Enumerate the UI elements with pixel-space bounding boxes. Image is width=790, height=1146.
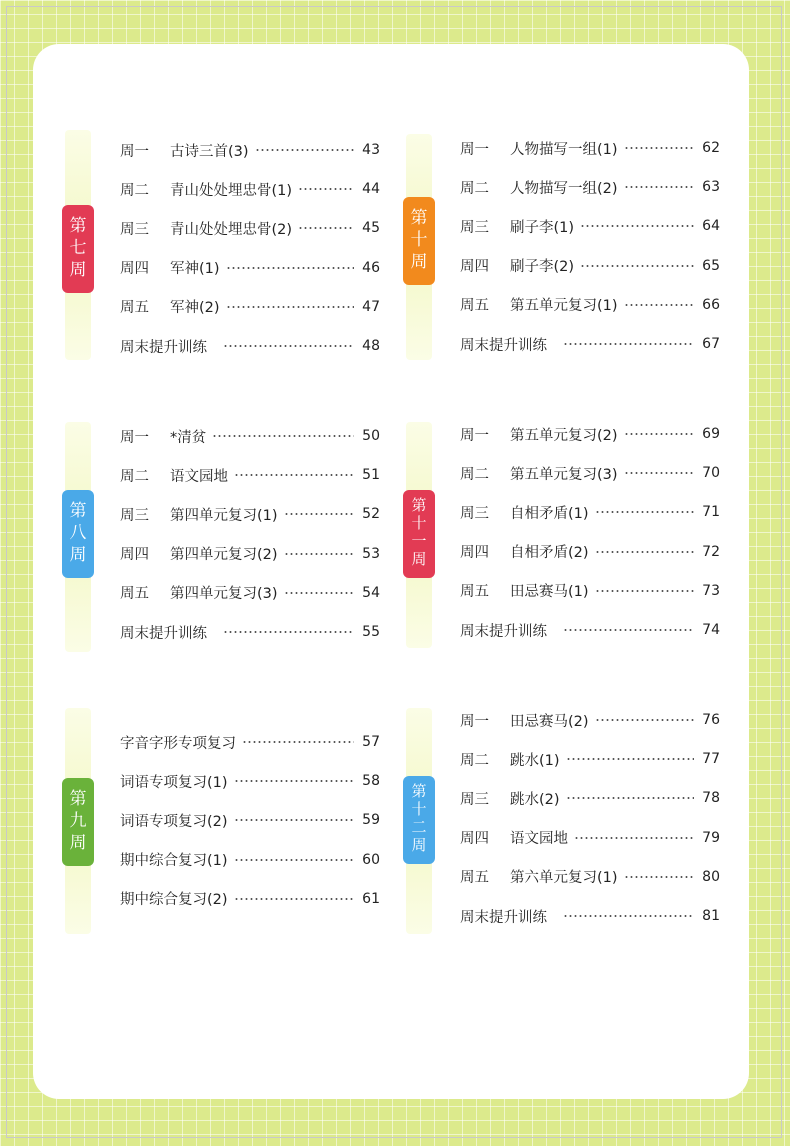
toc-leader-dots [563,915,694,917]
toc-entry-page: 54 [362,584,380,601]
toc-entry-day: 周一 [460,713,489,730]
toc-entry[interactable] [460,786,720,810]
toc-entry[interactable] [120,216,380,240]
week-badge-char: 十 [411,514,427,532]
week-strip [65,130,91,360]
toc-entry-title: 跳水(1) [510,752,560,769]
toc-entry-title: 军神(2) [170,300,220,317]
toc-entry-page: 50 [362,428,380,444]
toc-entry-title: 期中综合复习(1) [120,853,228,870]
toc-entry-page: 60 [362,851,380,868]
toc-entry-title: 第六单元复习(1) [510,870,618,887]
toc-entry-page: 46 [362,259,380,276]
toc-entry-day: 周一 [460,427,489,444]
toc-entry[interactable] [460,618,720,642]
toc-leader-dots [234,898,354,900]
toc-entry-title: 第五单元复习(2) [510,427,618,444]
toc-entry-page: 72 [702,543,720,560]
toc-entry[interactable] [120,620,380,644]
toc-entry[interactable] [120,177,380,201]
toc-entry[interactable] [120,463,380,487]
toc-entry-day: 周五 [460,870,489,887]
toc-entry[interactable] [120,138,380,162]
toc-entry[interactable] [120,295,380,319]
toc-leader-dots [284,553,354,555]
toc-entry-day: 周五 [460,584,489,601]
week-badge-char: 第 [410,208,428,228]
contents-card [33,44,749,1099]
toc-entry-day: 周二 [460,752,489,769]
toc-entry-page: 62 [702,140,720,156]
toc-entry-title: 跳水(2) [510,791,560,808]
toc-entry-page: 65 [702,257,720,274]
toc-entry-page: 55 [362,624,380,640]
week-badge [403,197,435,285]
week-badge-char: 八 [69,523,87,543]
toc-entry[interactable] [120,542,380,566]
toc-entry-page: 45 [362,220,380,237]
toc-entry-title: 人物描写一组(2) [510,180,618,197]
toc-entry-page: 52 [362,506,380,523]
toc-entry-title: 古诗三首(3) [170,143,249,160]
toc-entry-day: 周四 [120,261,149,278]
toc-entry-page: 70 [702,465,720,482]
toc-entry-page: 80 [702,868,720,885]
toc-leader-dots [234,780,354,782]
toc-entry-title: 刷子李(2) [510,259,575,276]
week-badge-char: 周 [69,545,87,565]
toc-entry-day: 周二 [460,466,489,483]
toc-entry[interactable] [120,424,380,448]
toc-entry[interactable] [120,808,380,832]
toc-entry-page: 67 [702,336,720,352]
toc-entry-day: 周四 [460,259,489,276]
toc-entry-title: 自相矛盾(2) [510,545,589,562]
toc-entry[interactable] [120,848,380,872]
toc-entry[interactable] [460,826,720,850]
toc-entry[interactable] [460,579,720,603]
week-badge-char: 第 [411,782,427,800]
week-badge-char: 第 [69,216,87,236]
toc-entry-day: 周一 [460,141,489,158]
toc-entry-page: 47 [362,298,380,315]
toc-entry[interactable] [460,332,720,356]
week-badge-char: 周 [69,260,87,280]
toc-entry-title: 期中综合复习(2) [120,892,228,909]
toc-entry-title: 第五单元复习(3) [510,466,618,483]
toc-entry-day: 周二 [120,182,149,199]
toc-entry-day: 周三 [460,505,489,522]
toc-leader-dots [624,304,694,306]
toc-entry-page: 77 [702,751,720,768]
toc-entry-page: 61 [362,890,380,907]
toc-entry-title: 刷子李(1) [510,219,575,236]
toc-leader-dots [284,513,354,515]
week-badge-char: 第 [69,501,87,521]
week-badge-char: 九 [69,811,87,831]
toc-entry-page: 76 [702,712,720,728]
week-badge-char: 第 [411,496,427,514]
toc-entry[interactable] [460,540,720,564]
toc-entry-page: 74 [702,622,720,638]
toc-entry-page: 63 [702,179,720,196]
toc-leader-dots [566,797,694,799]
toc-entry[interactable] [120,769,380,793]
toc-entry-page: 79 [702,829,720,846]
week-badge-char: 周 [410,252,428,272]
week-badge [403,490,435,578]
toc-entry[interactable] [460,461,720,485]
toc-leader-dots [234,859,354,861]
toc-leader-dots [595,719,694,721]
toc-leader-dots [234,819,354,821]
toc-entry-title: 周末提升训练 [120,625,207,642]
toc-leader-dots [298,227,354,229]
toc-entry-day: 周四 [460,831,489,848]
toc-entry-title: 自相矛盾(1) [510,505,589,522]
toc-entry-page: 43 [362,142,380,158]
toc-entry-title: 军神(1) [170,261,220,278]
toc-entry[interactable] [460,422,720,446]
toc-entry-day: 周三 [120,221,149,238]
week-badge-char: 七 [69,238,87,258]
toc-entry-day: 周五 [120,586,149,603]
toc-entry-page: 53 [362,545,380,562]
week-strip [65,708,91,934]
toc-entry-day: 周一 [120,429,149,446]
toc-entry-title: 人物描写一组(1) [510,141,618,158]
toc-entry[interactable] [460,904,720,928]
toc-entry-day: 周四 [460,545,489,562]
toc-leader-dots [624,876,694,878]
toc-leader-dots [234,474,354,476]
toc-entry-title: 田忌赛马(2) [510,713,589,730]
toc-entry[interactable] [460,136,720,160]
toc-entry-title: 语文园地 [170,468,228,485]
toc-entry-page: 44 [362,181,380,198]
toc-entry-page: 59 [362,812,380,829]
toc-leader-dots [624,147,694,149]
toc-entry-page: 66 [702,296,720,313]
toc-leader-dots [574,837,694,839]
toc-entry-day: 周五 [120,300,149,317]
toc-entry-title: 周末提升训练 [460,623,547,640]
toc-leader-dots [212,435,354,437]
toc-entry-page: 51 [362,467,380,484]
toc-entry[interactable] [120,581,380,605]
toc-entry-page: 64 [702,218,720,235]
toc-entry[interactable] [120,502,380,526]
toc-entry-day: 周三 [460,791,489,808]
toc-entry-day: 周四 [120,547,149,564]
toc-entry-title: 田忌赛马(1) [510,584,589,601]
week-badge-char: 周 [69,833,87,853]
toc-leader-dots [223,345,354,347]
week-badge-char: 第 [69,789,87,809]
week-badge-char: 十 [411,800,427,818]
toc-entry[interactable] [460,708,720,732]
week-strip [406,708,432,934]
toc-leader-dots [595,590,694,592]
toc-entry-day: 周二 [460,180,489,197]
toc-leader-dots [595,551,694,553]
toc-entry[interactable] [460,293,720,317]
toc-entry-day: 周一 [120,143,149,160]
toc-leader-dots [595,511,694,513]
toc-entry-title: 词语专项复习(2) [120,813,228,830]
week-badge-char: 周 [411,836,427,854]
toc-entry[interactable] [460,214,720,238]
toc-entry-title: 第四单元复习(1) [170,507,278,524]
week-badge-char: 一 [411,532,427,550]
toc-entry[interactable] [120,887,380,911]
toc-leader-dots [624,186,694,188]
toc-entry-day: 周三 [460,219,489,236]
toc-leader-dots [566,758,694,760]
toc-entry-title: 第四单元复习(2) [170,547,278,564]
toc-leader-dots [242,741,354,743]
toc-entry-title: 周末提升训练 [460,909,547,926]
week-strip [406,422,432,648]
toc-entry-page: 73 [702,582,720,599]
week-badge [62,490,94,578]
week-badge [62,778,94,866]
toc-leader-dots [223,631,354,633]
toc-entry-title: 周末提升训练 [460,337,547,354]
toc-entry[interactable] [460,500,720,524]
toc-entry-title: 青山处处埋忠骨(2) [170,221,293,238]
toc-leader-dots [624,472,694,474]
toc-entry-title: 词语专项复习(1) [120,774,228,791]
toc-entry-title: 字音字形专项复习 [120,735,236,752]
week-badge [62,205,94,293]
toc-entry-title: 周末提升训练 [120,339,207,356]
week-badge-char: 十 [410,230,428,250]
toc-entry-title: 第四单元复习(3) [170,586,278,603]
toc-entry-page: 57 [362,734,380,750]
week-badge-char: 周 [411,550,427,568]
toc-entry-day: 周五 [460,298,489,315]
toc-leader-dots [563,629,694,631]
toc-leader-dots [284,592,354,594]
toc-entry-day: 周二 [120,468,149,485]
toc-entry[interactable] [460,254,720,278]
toc-leader-dots [255,149,354,151]
toc-leader-dots [226,267,354,269]
toc-entry[interactable] [460,865,720,889]
toc-leader-dots [226,306,354,308]
toc-entry[interactable] [460,747,720,771]
toc-entry-page: 81 [702,908,720,924]
toc-entry-title: *清贫 [170,429,207,446]
toc-entry[interactable] [120,334,380,358]
week-badge-char: 二 [411,818,427,836]
toc-entry-title: 语文园地 [510,831,568,848]
toc-leader-dots [298,188,354,190]
toc-entry[interactable] [120,256,380,280]
toc-leader-dots [624,433,694,435]
toc-entry-page: 58 [362,773,380,790]
toc-entry-page: 69 [702,426,720,442]
toc-entry-day: 周三 [120,507,149,524]
toc-entry[interactable] [460,175,720,199]
week-strip [406,134,432,360]
week-badge [403,776,435,864]
week-strip [65,422,91,652]
toc-leader-dots [580,265,694,267]
toc-entry-page: 48 [362,338,380,354]
toc-entry-page: 78 [702,790,720,807]
toc-entry[interactable] [120,730,380,754]
toc-leader-dots [580,225,694,227]
toc-leader-dots [563,343,694,345]
toc-entry-page: 71 [702,504,720,521]
toc-entry-title: 第五单元复习(1) [510,298,618,315]
toc-entry-title: 青山处处埋忠骨(1) [170,182,293,199]
